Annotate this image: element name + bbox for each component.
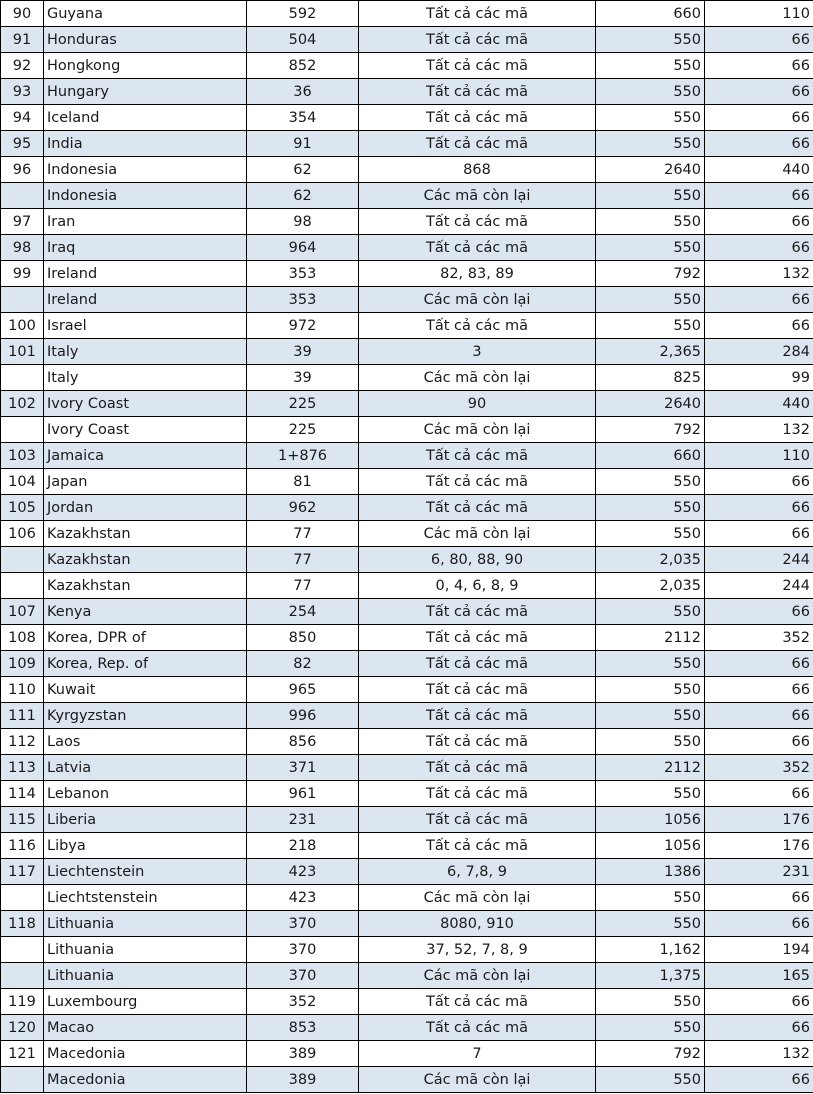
rate-value-1-cell: 2,035 — [596, 573, 705, 599]
rate-value-2-cell: 66 — [705, 651, 813, 677]
rate-value-1-cell: 550 — [596, 521, 705, 547]
rate-value-1-cell: 550 — [596, 1067, 705, 1093]
row-number-cell: 101 — [1, 339, 44, 365]
table-row — [1, 729, 813, 755]
area-code-cell: 6, 80, 88, 90 — [359, 547, 596, 573]
country-code-cell: 353 — [247, 261, 359, 287]
rate-value-1-cell: 660 — [596, 443, 705, 469]
row-number-cell: 96 — [1, 157, 44, 183]
row-number-cell: 116 — [1, 833, 44, 859]
row-number-cell: 113 — [1, 755, 44, 781]
country-code-cell: 371 — [247, 755, 359, 781]
rate-value-1-cell: 550 — [596, 79, 705, 105]
row-number-cell — [1, 937, 44, 963]
country-cell: Macedonia — [44, 1041, 247, 1067]
country-code-cell: 370 — [247, 911, 359, 937]
table-row — [1, 781, 813, 807]
country-code-cell: 82 — [247, 651, 359, 677]
rate-value-1-cell: 2640 — [596, 157, 705, 183]
table-row — [1, 625, 813, 651]
table-row — [1, 677, 813, 703]
table-row — [1, 443, 813, 469]
country-cell: Ireland — [44, 287, 247, 313]
rate-value-1-cell: 2112 — [596, 625, 705, 651]
rate-value-2-cell: 231 — [705, 859, 813, 885]
rate-value-1-cell: 550 — [596, 651, 705, 677]
row-number-cell — [1, 885, 44, 911]
rate-value-1-cell: 550 — [596, 1015, 705, 1041]
row-number-cell — [1, 365, 44, 391]
rate-value-2-cell: 66 — [705, 131, 813, 157]
rate-value-1-cell: 550 — [596, 495, 705, 521]
country-code-cell: 996 — [247, 703, 359, 729]
table-row — [1, 833, 813, 859]
row-number-cell: 95 — [1, 131, 44, 157]
rate-value-2-cell: 132 — [705, 1041, 813, 1067]
area-code-cell: Tất cả các mã — [359, 313, 596, 339]
table-row — [1, 885, 813, 911]
area-code-cell: Tất cả các mã — [359, 781, 596, 807]
area-code-cell: 868 — [359, 157, 596, 183]
area-code-cell: Các mã còn lại — [359, 287, 596, 313]
country-code-cell: 77 — [247, 573, 359, 599]
country-cell: Ivory Coast — [44, 391, 247, 417]
country-cell: Luxembourg — [44, 989, 247, 1015]
row-number-cell: 117 — [1, 859, 44, 885]
country-code-cell: 962 — [247, 495, 359, 521]
rate-value-2-cell: 66 — [705, 495, 813, 521]
country-code-cell: 77 — [247, 547, 359, 573]
table-row — [1, 573, 813, 599]
country-cell: Ivory Coast — [44, 417, 247, 443]
rate-value-2-cell: 66 — [705, 989, 813, 1015]
rate-value-2-cell: 165 — [705, 963, 813, 989]
row-number-cell: 91 — [1, 27, 44, 53]
area-code-cell: Tất cả các mã — [359, 443, 596, 469]
rate-value-2-cell: 66 — [705, 703, 813, 729]
row-number-cell: 118 — [1, 911, 44, 937]
country-code-cell: 1+876 — [247, 443, 359, 469]
rate-value-2-cell: 66 — [705, 677, 813, 703]
rate-value-1-cell: 1056 — [596, 807, 705, 833]
country-code-cell: 77 — [247, 521, 359, 547]
area-code-cell: Tất cả các mã — [359, 755, 596, 781]
table-row — [1, 27, 813, 53]
rate-value-1-cell: 1,162 — [596, 937, 705, 963]
area-code-cell: Tất cả các mã — [359, 651, 596, 677]
table-row — [1, 365, 813, 391]
country-cell: Italy — [44, 339, 247, 365]
row-number-cell — [1, 183, 44, 209]
row-number-cell — [1, 573, 44, 599]
rate-value-1-cell: 550 — [596, 885, 705, 911]
rate-value-2-cell: 194 — [705, 937, 813, 963]
rate-value-2-cell: 66 — [705, 521, 813, 547]
country-code-cell: 98 — [247, 209, 359, 235]
row-number-cell: 100 — [1, 313, 44, 339]
rate-value-1-cell: 1056 — [596, 833, 705, 859]
country-code-cell: 353 — [247, 287, 359, 313]
rate-value-2-cell: 99 — [705, 365, 813, 391]
row-number-cell — [1, 1067, 44, 1093]
rate-value-2-cell: 284 — [705, 339, 813, 365]
rate-value-2-cell: 66 — [705, 469, 813, 495]
table-row — [1, 157, 813, 183]
rate-value-2-cell: 352 — [705, 755, 813, 781]
country-cell: Kuwait — [44, 677, 247, 703]
country-code-cell: 423 — [247, 859, 359, 885]
country-cell: Laos — [44, 729, 247, 755]
rate-value-1-cell: 1386 — [596, 859, 705, 885]
rate-value-1-cell: 550 — [596, 235, 705, 261]
row-number-cell: 114 — [1, 781, 44, 807]
country-code-cell: 225 — [247, 391, 359, 417]
country-cell: Japan — [44, 469, 247, 495]
row-number-cell — [1, 547, 44, 573]
row-number-cell: 102 — [1, 391, 44, 417]
rate-value-1-cell: 2,365 — [596, 339, 705, 365]
rate-value-2-cell: 66 — [705, 79, 813, 105]
area-code-cell: Tất cả các mã — [359, 469, 596, 495]
country-cell: Liberia — [44, 807, 247, 833]
rate-value-2-cell: 66 — [705, 27, 813, 53]
area-code-cell: Tất cả các mã — [359, 703, 596, 729]
rate-value-1-cell: 792 — [596, 417, 705, 443]
rate-value-1-cell: 550 — [596, 677, 705, 703]
country-code-cell: 39 — [247, 339, 359, 365]
country-code-cell: 370 — [247, 963, 359, 989]
row-number-cell — [1, 287, 44, 313]
row-number-cell: 121 — [1, 1041, 44, 1067]
country-code-cell: 964 — [247, 235, 359, 261]
country-code-cell: 62 — [247, 183, 359, 209]
country-code-cell: 965 — [247, 677, 359, 703]
table-row — [1, 1015, 813, 1041]
rate-value-2-cell: 244 — [705, 547, 813, 573]
table-row — [1, 417, 813, 443]
row-number-cell: 103 — [1, 443, 44, 469]
country-code-cell: 39 — [247, 365, 359, 391]
rate-value-2-cell: 440 — [705, 157, 813, 183]
area-code-cell: Các mã còn lại — [359, 963, 596, 989]
country-code-cell: 62 — [247, 157, 359, 183]
area-code-cell: Tất cả các mã — [359, 677, 596, 703]
row-number-cell: 120 — [1, 1015, 44, 1041]
table-row — [1, 53, 813, 79]
table-row — [1, 1041, 813, 1067]
rate-value-1-cell: 550 — [596, 989, 705, 1015]
country-cell: Latvia — [44, 755, 247, 781]
table-row — [1, 495, 813, 521]
country-code-cell: 81 — [247, 469, 359, 495]
rate-table-body — [1, 1, 813, 1093]
rate-value-1-cell: 550 — [596, 287, 705, 313]
area-code-cell: 6, 7,8, 9 — [359, 859, 596, 885]
country-code-cell: 850 — [247, 625, 359, 651]
table-row — [1, 599, 813, 625]
country-cell: Lithuania — [44, 963, 247, 989]
rate-value-1-cell: 550 — [596, 27, 705, 53]
country-code-cell: 370 — [247, 937, 359, 963]
area-code-cell: Tất cả các mã — [359, 27, 596, 53]
area-code-cell: Các mã còn lại — [359, 885, 596, 911]
rate-value-2-cell: 66 — [705, 1067, 813, 1093]
country-code-cell: 389 — [247, 1067, 359, 1093]
rate-value-2-cell: 132 — [705, 261, 813, 287]
country-cell: Hungary — [44, 79, 247, 105]
row-number-cell: 90 — [1, 1, 44, 27]
area-code-cell: 7 — [359, 1041, 596, 1067]
rate-value-2-cell: 110 — [705, 443, 813, 469]
rate-value-2-cell: 66 — [705, 235, 813, 261]
area-code-cell: 90 — [359, 391, 596, 417]
row-number-cell: 99 — [1, 261, 44, 287]
country-cell: Macao — [44, 1015, 247, 1041]
rate-value-1-cell: 2112 — [596, 755, 705, 781]
country-cell: Indonesia — [44, 157, 247, 183]
table-row — [1, 79, 813, 105]
area-code-cell: Tất cả các mã — [359, 833, 596, 859]
area-code-cell: Tất cả các mã — [359, 235, 596, 261]
rate-value-1-cell: 792 — [596, 1041, 705, 1067]
table-row — [1, 105, 813, 131]
row-number-cell — [1, 417, 44, 443]
area-code-cell: Các mã còn lại — [359, 521, 596, 547]
table-row — [1, 209, 813, 235]
table-row — [1, 261, 813, 287]
country-code-cell: 218 — [247, 833, 359, 859]
area-code-cell: Tất cả các mã — [359, 807, 596, 833]
row-number-cell: 92 — [1, 53, 44, 79]
row-number-cell: 112 — [1, 729, 44, 755]
table-row — [1, 703, 813, 729]
row-number-cell: 111 — [1, 703, 44, 729]
table-row — [1, 183, 813, 209]
country-cell: Lithuania — [44, 937, 247, 963]
rate-value-1-cell: 550 — [596, 729, 705, 755]
rate-value-2-cell: 66 — [705, 781, 813, 807]
rate-value-2-cell: 66 — [705, 313, 813, 339]
area-code-cell: Tất cả các mã — [359, 495, 596, 521]
area-code-cell: Các mã còn lại — [359, 365, 596, 391]
area-code-cell: Tất cả các mã — [359, 1, 596, 27]
rate-value-1-cell: 660 — [596, 1, 705, 27]
rate-value-2-cell: 352 — [705, 625, 813, 651]
country-cell: Jordan — [44, 495, 247, 521]
rate-value-2-cell: 66 — [705, 885, 813, 911]
country-cell: Liechtenstein — [44, 859, 247, 885]
row-number-cell: 93 — [1, 79, 44, 105]
rate-value-1-cell: 550 — [596, 183, 705, 209]
table-row — [1, 807, 813, 833]
rate-value-1-cell: 2640 — [596, 391, 705, 417]
row-number-cell: 106 — [1, 521, 44, 547]
table-row — [1, 859, 813, 885]
country-cell: Israel — [44, 313, 247, 339]
rate-value-2-cell: 66 — [705, 599, 813, 625]
row-number-cell — [1, 963, 44, 989]
table-row — [1, 131, 813, 157]
area-code-cell: Các mã còn lại — [359, 417, 596, 443]
rate-value-1-cell: 550 — [596, 781, 705, 807]
rate-value-1-cell: 550 — [596, 313, 705, 339]
table-row — [1, 391, 813, 417]
rate-value-2-cell: 66 — [705, 911, 813, 937]
rate-value-2-cell: 132 — [705, 417, 813, 443]
country-code-cell: 423 — [247, 885, 359, 911]
country-cell: Korea, DPR of — [44, 625, 247, 651]
country-cell: Kazakhstan — [44, 573, 247, 599]
area-code-cell: 0, 4, 6, 8, 9 — [359, 573, 596, 599]
table-row — [1, 1067, 813, 1093]
table-row — [1, 651, 813, 677]
rate-value-1-cell: 550 — [596, 703, 705, 729]
table-row — [1, 287, 813, 313]
row-number-cell: 104 — [1, 469, 44, 495]
country-code-cell: 36 — [247, 79, 359, 105]
rate-value-1-cell: 825 — [596, 365, 705, 391]
area-code-cell: Tất cả các mã — [359, 1015, 596, 1041]
area-code-cell: Tất cả các mã — [359, 53, 596, 79]
country-code-cell: 225 — [247, 417, 359, 443]
country-cell: Italy — [44, 365, 247, 391]
country-cell: Kenya — [44, 599, 247, 625]
country-cell: Korea, Rep. of — [44, 651, 247, 677]
row-number-cell: 108 — [1, 625, 44, 651]
row-number-cell: 107 — [1, 599, 44, 625]
table-row — [1, 755, 813, 781]
rate-value-1-cell: 550 — [596, 209, 705, 235]
area-code-cell: Tất cả các mã — [359, 625, 596, 651]
table-row — [1, 1, 813, 27]
country-code-cell: 231 — [247, 807, 359, 833]
rate-value-1-cell: 792 — [596, 261, 705, 287]
rate-value-2-cell: 66 — [705, 287, 813, 313]
country-cell: Kazakhstan — [44, 521, 247, 547]
country-cell: Kyrgyzstan — [44, 703, 247, 729]
row-number-cell: 105 — [1, 495, 44, 521]
country-cell: Lithuania — [44, 911, 247, 937]
rate-value-2-cell: 66 — [705, 53, 813, 79]
rate-value-2-cell: 66 — [705, 209, 813, 235]
rate-value-1-cell: 550 — [596, 105, 705, 131]
country-cell: Honduras — [44, 27, 247, 53]
table-row — [1, 469, 813, 495]
area-code-cell: 8080, 910 — [359, 911, 596, 937]
table-row — [1, 339, 813, 365]
country-cell: Iceland — [44, 105, 247, 131]
rate-value-1-cell: 550 — [596, 53, 705, 79]
country-cell: Guyana — [44, 1, 247, 27]
rate-value-1-cell: 550 — [596, 469, 705, 495]
row-number-cell: 97 — [1, 209, 44, 235]
country-cell: Iraq — [44, 235, 247, 261]
rate-value-2-cell: 244 — [705, 573, 813, 599]
row-number-cell: 115 — [1, 807, 44, 833]
country-code-cell: 389 — [247, 1041, 359, 1067]
country-cell: Liechtstenstein — [44, 885, 247, 911]
rate-value-1-cell: 550 — [596, 599, 705, 625]
table-row — [1, 313, 813, 339]
country-code-cell: 504 — [247, 27, 359, 53]
country-code-cell: 352 — [247, 989, 359, 1015]
table-row — [1, 937, 813, 963]
table-row — [1, 547, 813, 573]
rate-value-1-cell: 550 — [596, 131, 705, 157]
area-code-cell: Các mã còn lại — [359, 1067, 596, 1093]
country-cell: Libya — [44, 833, 247, 859]
area-code-cell: 3 — [359, 339, 596, 365]
rate-value-1-cell: 1,375 — [596, 963, 705, 989]
rate-value-2-cell: 66 — [705, 105, 813, 131]
area-code-cell: Tất cả các mã — [359, 729, 596, 755]
area-code-cell: 37, 52, 7, 8, 9 — [359, 937, 596, 963]
country-code-cell: 354 — [247, 105, 359, 131]
country-code-cell: 972 — [247, 313, 359, 339]
country-cell: Hongkong — [44, 53, 247, 79]
country-cell: Kazakhstan — [44, 547, 247, 573]
area-code-cell: Tất cả các mã — [359, 131, 596, 157]
row-number-cell: 98 — [1, 235, 44, 261]
row-number-cell: 119 — [1, 989, 44, 1015]
country-cell: Jamaica — [44, 443, 247, 469]
area-code-cell: Tất cả các mã — [359, 989, 596, 1015]
country-code-cell: 853 — [247, 1015, 359, 1041]
rate-value-2-cell: 66 — [705, 1015, 813, 1041]
rate-value-2-cell: 66 — [705, 729, 813, 755]
country-cell: Lebanon — [44, 781, 247, 807]
area-code-cell: Tất cả các mã — [359, 105, 596, 131]
country-cell: India — [44, 131, 247, 157]
table-row — [1, 521, 813, 547]
country-code-cell: 254 — [247, 599, 359, 625]
area-code-cell: Tất cả các mã — [359, 79, 596, 105]
row-number-cell: 109 — [1, 651, 44, 677]
rate-value-2-cell: 66 — [705, 183, 813, 209]
area-code-cell: Tất cả các mã — [359, 599, 596, 625]
row-number-cell: 94 — [1, 105, 44, 131]
table-row — [1, 235, 813, 261]
table-row — [1, 911, 813, 937]
country-code-cell: 592 — [247, 1, 359, 27]
country-cell: Ireland — [44, 261, 247, 287]
rate-value-2-cell: 440 — [705, 391, 813, 417]
rate-value-1-cell: 550 — [596, 911, 705, 937]
country-code-cell: 961 — [247, 781, 359, 807]
country-code-cell: 856 — [247, 729, 359, 755]
area-code-cell: Tất cả các mã — [359, 209, 596, 235]
country-code-cell: 852 — [247, 53, 359, 79]
rate-value-2-cell: 176 — [705, 833, 813, 859]
country-cell: Macedonia — [44, 1067, 247, 1093]
rate-value-2-cell: 110 — [705, 1, 813, 27]
rate-value-2-cell: 176 — [705, 807, 813, 833]
country-cell: Indonesia — [44, 183, 247, 209]
area-code-cell: 82, 83, 89 — [359, 261, 596, 287]
table-row — [1, 989, 813, 1015]
area-code-cell: Các mã còn lại — [359, 183, 596, 209]
country-cell: Iran — [44, 209, 247, 235]
country-code-cell: 91 — [247, 131, 359, 157]
rate-value-1-cell: 2,035 — [596, 547, 705, 573]
row-number-cell: 110 — [1, 677, 44, 703]
table-row — [1, 963, 813, 989]
